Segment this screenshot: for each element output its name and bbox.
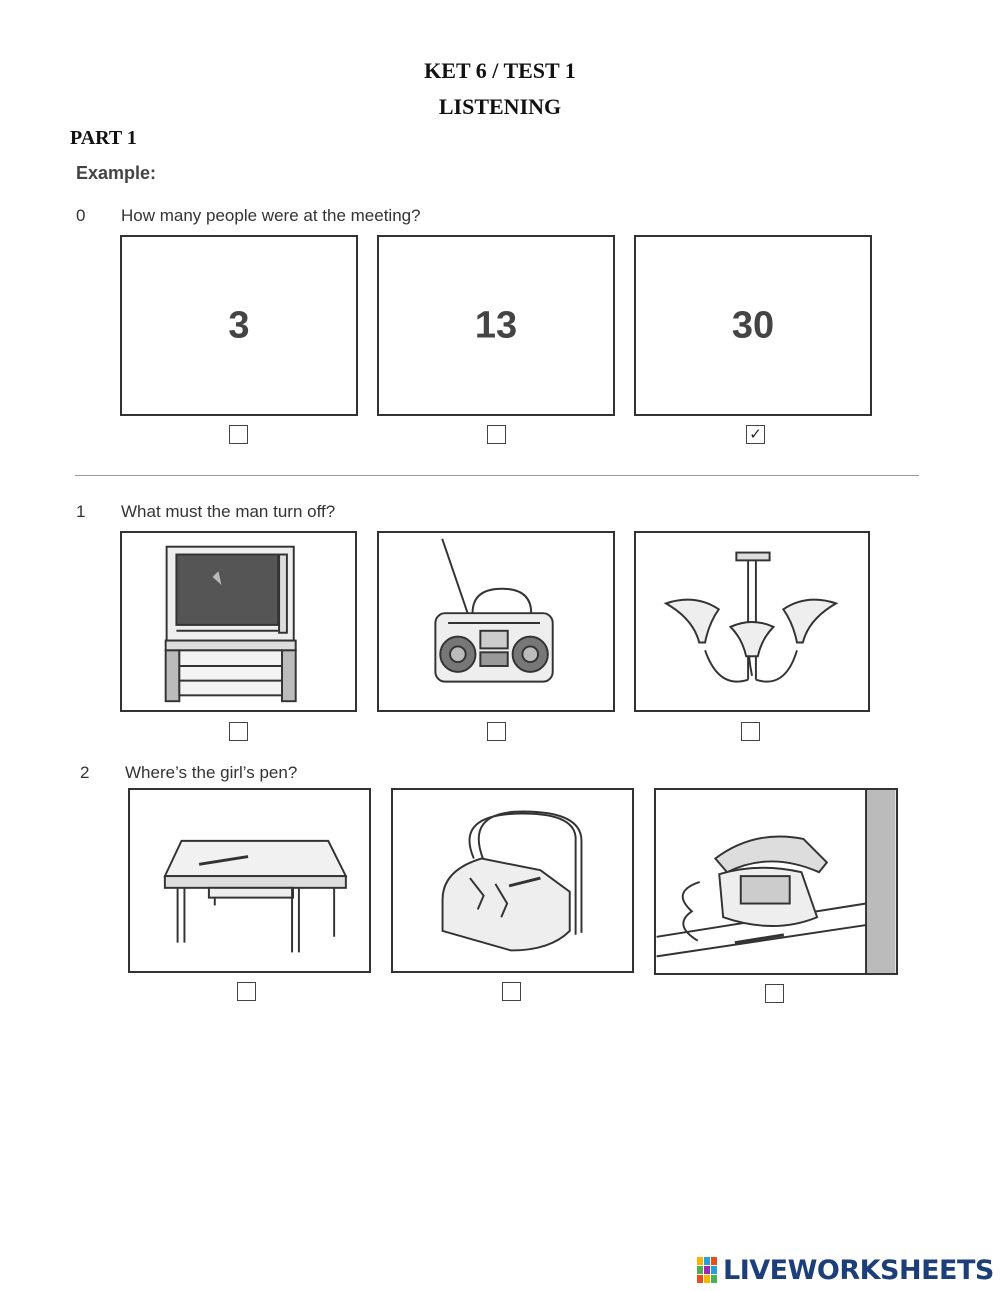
q1-option-c-checkbox[interactable]	[741, 722, 760, 741]
question-2-number: 2	[80, 763, 90, 782]
q0-option-c-number: 30	[731, 304, 775, 346]
part-label: PART 1	[70, 127, 137, 149]
question-0-number: 0	[76, 206, 86, 225]
liveworksheets-branding	[697, 1252, 994, 1288]
section-divider	[75, 475, 919, 476]
q2-option-a-box	[128, 788, 371, 973]
q1-option-a-checkbox[interactable]	[229, 722, 248, 741]
liveworksheets-logo-icon	[697, 1257, 719, 1283]
q0-option-b-number: 13	[474, 304, 518, 346]
worksheet-title: KET 6 / TEST 1	[424, 58, 576, 83]
example-label: Example:	[76, 163, 157, 183]
q0-option-b-box	[377, 235, 615, 416]
q1-option-a-box	[120, 531, 357, 712]
question-2-text: Where’s the girl’s pen?	[125, 763, 298, 782]
ceiling-lamp-icon	[636, 533, 868, 710]
question-0-text: How many people were at the meeting?	[121, 206, 421, 225]
table-with-pen-icon	[130, 790, 369, 971]
television-icon	[122, 533, 355, 710]
q0-option-b-checkbox[interactable]	[487, 425, 506, 444]
q0-option-a-checkbox[interactable]	[229, 425, 248, 444]
radio-cd-player-icon	[379, 533, 613, 710]
worksheet-subtitle: LISTENING	[438, 94, 562, 119]
q2-option-c-checkbox[interactable]	[765, 984, 784, 1003]
q2-option-c-box	[654, 788, 898, 975]
q1-option-b-box	[377, 531, 615, 712]
bag-with-pen-icon	[393, 790, 632, 971]
question-1-number: 1	[76, 502, 86, 521]
q0-option-a-number: 3	[228, 304, 250, 346]
telephone-with-pen-icon	[656, 790, 896, 973]
q0-option-c-box	[634, 235, 872, 416]
q2-option-a-checkbox[interactable]	[237, 982, 256, 1001]
q2-option-b-checkbox[interactable]	[502, 982, 521, 1001]
question-1-text: What must the man turn off?	[121, 502, 336, 521]
q2-option-b-box	[391, 788, 634, 973]
q1-option-b-checkbox[interactable]	[487, 722, 506, 741]
q0-option-c-checkbox[interactable]: ✓	[746, 425, 765, 444]
q0-option-a-box	[120, 235, 358, 416]
liveworksheets-wordmark: LIVEWORKSHEETS	[723, 1254, 994, 1286]
q1-option-c-box	[634, 531, 870, 712]
